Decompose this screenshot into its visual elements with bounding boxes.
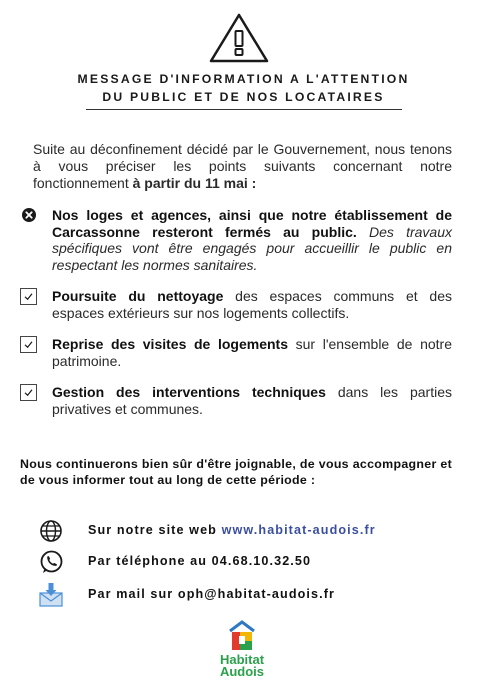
habitat-audois-logo bbox=[209, 619, 275, 681]
contact-phone-text: Par téléphone au 04.68.10.32.50 bbox=[88, 554, 312, 568]
checkbox-icon bbox=[20, 384, 37, 401]
cleaning-text: des espaces communs et des espaces extérieurs sur nos logements collectifs. bbox=[52, 288, 452, 321]
contact-mail-text: Par mail sur oph@habitat-audois.fr bbox=[88, 587, 336, 601]
contact-web-text bbox=[88, 523, 376, 537]
website-link[interactable]: www.habitat-audois.fr bbox=[221, 523, 376, 537]
logo-line-1: Habitat bbox=[219, 652, 265, 667]
title-line-2: DU PUBLIC ET DE NOS LOCATAIRES bbox=[102, 90, 385, 104]
interventions-bold: Gestion des interventions techniques bbox=[52, 384, 326, 400]
visits-bold: Reprise des visites de logements bbox=[52, 336, 288, 352]
title-line-1: MESSAGE D'INFORMATION A L'ATTENTION bbox=[77, 72, 410, 86]
logo-house-icon bbox=[227, 619, 257, 653]
logo-line-2: Audois bbox=[219, 664, 265, 679]
intro-bold: à partir du 11 mai : bbox=[132, 175, 257, 191]
closure-italic: Des travaux spécifiques vont être engagés pour accueillir le public en respectant les normes sanitaires. bbox=[52, 223, 452, 273]
interventions-text: dans les parties privatives et communes. bbox=[52, 384, 452, 417]
whatsapp-phone-icon bbox=[38, 549, 64, 575]
list-item-text bbox=[52, 207, 452, 273]
checkbox-icon bbox=[20, 288, 37, 305]
closing-paragraph: Nous continuerons bien sûr d'être joignable, de vous accompagner et de vous informer tout au long de cette période : bbox=[20, 457, 452, 487]
closure-bold: Nos loges et agences, ainsi que notre établissement de Carcassonne resteront fermés au public. bbox=[52, 207, 452, 240]
intro-paragraph bbox=[33, 141, 452, 192]
globe-icon bbox=[38, 518, 64, 544]
close-circle-icon bbox=[22, 208, 36, 222]
list-item-text bbox=[52, 336, 452, 369]
visits-text: sur l'ensemble de notre patrimoine. bbox=[52, 336, 452, 369]
web-label: Sur notre site web bbox=[88, 523, 222, 537]
list-item-text bbox=[52, 384, 452, 417]
mail-download-icon bbox=[38, 582, 64, 608]
list-item-text bbox=[52, 288, 452, 321]
page-title bbox=[0, 70, 487, 106]
title-divider bbox=[86, 109, 402, 110]
contact-phone bbox=[38, 549, 458, 575]
warning-triangle-icon bbox=[208, 12, 270, 64]
checkbox-icon bbox=[20, 336, 37, 353]
contact-web bbox=[38, 518, 458, 544]
intro-text: Suite au déconfinement décidé par le Gouvernement, nous tenons à vous préciser les points suivants concernant notre fonctionnement bbox=[33, 141, 452, 191]
contact-mail bbox=[38, 582, 458, 608]
cleaning-bold: Poursuite du nettoyage bbox=[52, 288, 224, 304]
